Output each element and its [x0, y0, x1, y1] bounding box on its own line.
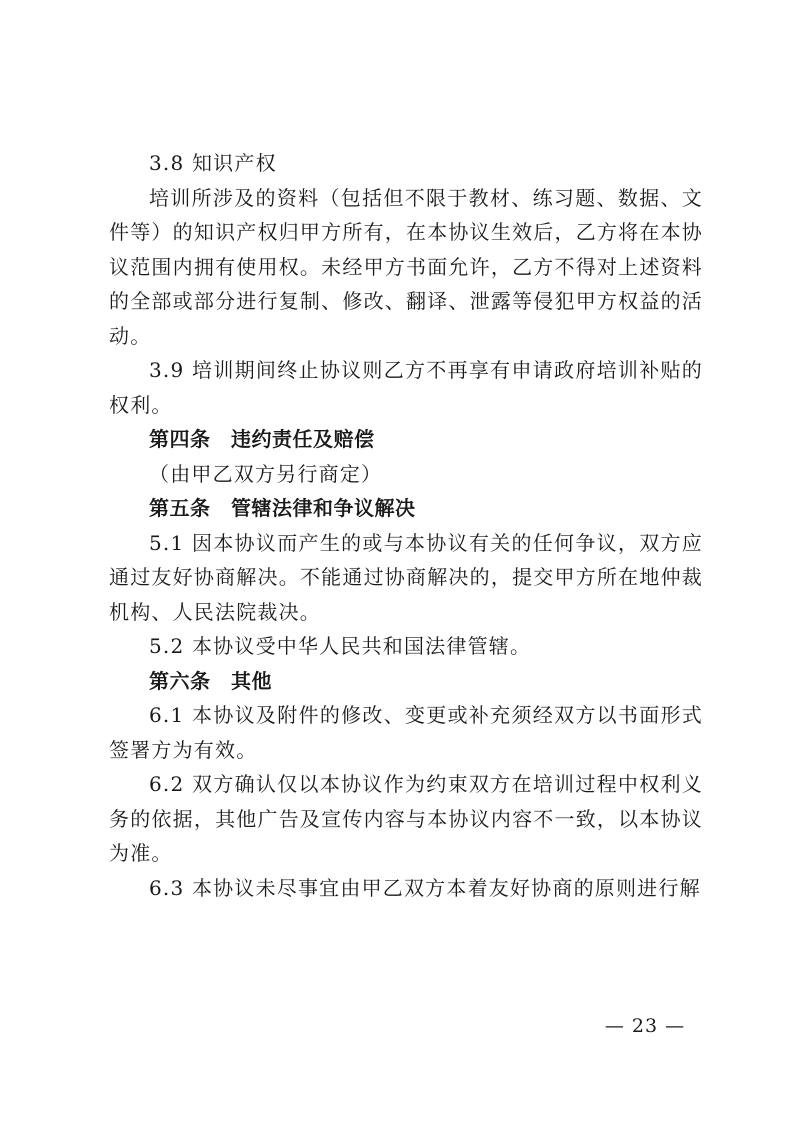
document-body: [109, 146, 703, 905]
clause-5-2-text: 5.2 本协议受中华人民共和国法律管辖。: [149, 634, 532, 658]
article-6-heading: 第六条 其他: [149, 668, 272, 693]
clause-6-3-text: 6.3 本协议未尽事宜由甲乙双方本着友好协商的原则进行解: [149, 875, 701, 900]
clause-3-8-text: 培训所涉及的资料（包括但不限于教材、练习题、数据、文件等）的知识产权归甲方所有，在本协议生效后，乙方将在本协议范围内拥有使用权。未经甲方书面允许，乙方不得对上述资料的全部或部分进行复制、修改、翻译、泄露等侵犯甲方权益的活动。: [109, 185, 703, 348]
page-number: — 23 —: [604, 1015, 686, 1037]
clause-5-1-text: 5.1 因本协议而产生的或与本协议有关的任何争议，双方应通过友好协商解决。不能通过协商解决的，提交甲方所在地仲裁机构、人民法院裁决。: [109, 530, 703, 624]
clause-3-9-text: 3.9 培训期间终止协议则乙方不再享有申请政府培训补贴的权利。: [109, 358, 703, 417]
clause-6-2-text: 6.2 双方确认仅以本协议作为约束双方在培训过程中权利义务的依据，其他广告及宣传内容与本协议内容不一致，以本协议为准。: [109, 772, 703, 865]
clause-6-1-text: 6.1 本协议及附件的修改、变更或补充须经双方以书面形式签署方为有效。: [109, 703, 703, 762]
article-5-heading: 第五条 管辖法律和争议解决: [149, 496, 416, 520]
article-4-heading: 第四条 违约责任及赔偿: [149, 427, 375, 451]
clause-3-8-heading: 3.8 知识产权: [149, 151, 277, 175]
article-4-note: （由甲乙双方另行商定）: [149, 461, 383, 486]
